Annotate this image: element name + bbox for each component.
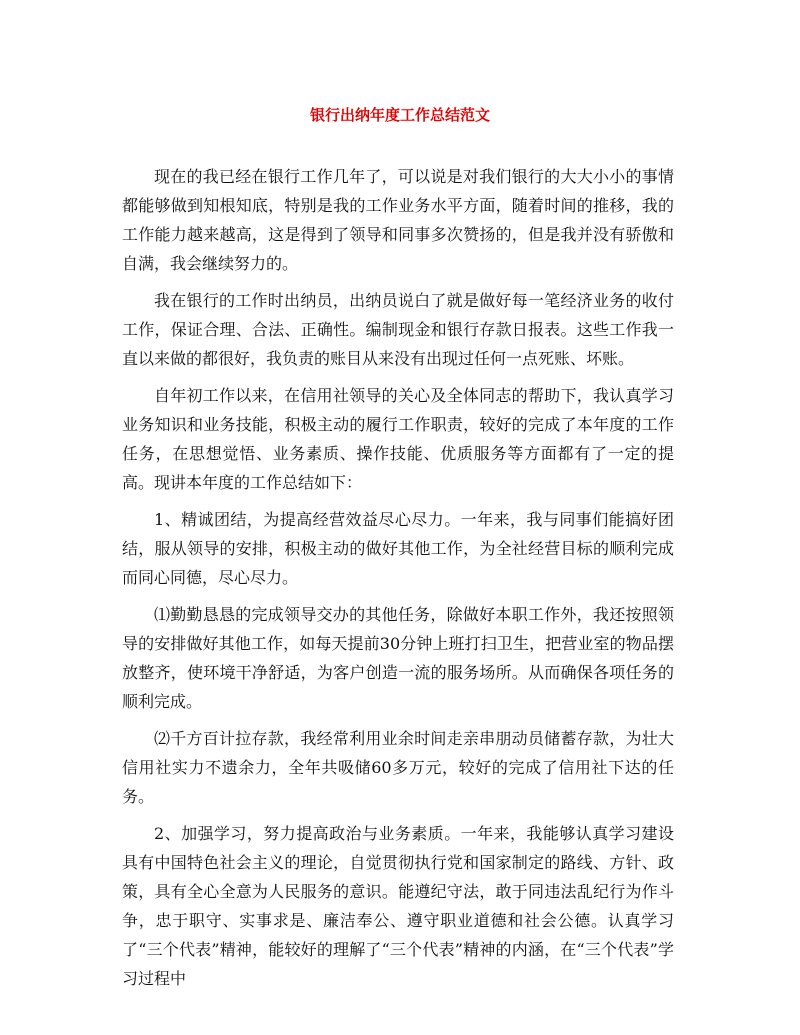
- document-body: [122, 162, 674, 1001]
- paragraph-section-1: 1、精诚团结，为提高经营效益尽心尽力。一年来，我与同事们能搞好团结，服从领导的安排，积极主动的做好其他工作，为全社经营目标的顺利完成而同心同德，尽心尽力。: [122, 510, 674, 587]
- paragraph-cashier-duties: 我在银行的工作时出纳员，出纳员说白了就是做好每一笔经济业务的收付工作，保证合理、合法、正确性。编制现金和银行存款日报表。这些工作我一直以来做的都很好，我负责的账目从来没有出现过任何一点死账、坏账。: [122, 291, 674, 368]
- paragraph-item-2: ⑵千方百计拉存款，我经常利用业余时间走亲串朋动员储蓄存款，为壮大信用社实力不遗余力，全年共吸储60多万元，较好的完成了信用社下达的任务。: [122, 729, 674, 806]
- paragraph-intro: 现在的我已经在银行工作几年了，可以说是对我们银行的大大小小的事情都能够做到知根知底，特别是我的工作业务水平方面，随着时间的推移，我的工作能力越来越高，这是得到了领导和同事多次赞扬的，但是我并没有骄傲和自满，我会继续努力的。: [122, 167, 674, 273]
- paragraph-item-1: ⑴勤勤恳恳的完成领导交办的其他任务，除做好本职工作外，我还按照领导的安排做好其他工作，如每天提前30分钟上班打扫卫生，把营业室的物品摆放整齐，使环境干净舒适，为客户创造一流的服务场所。从而确保各项任务的顺利完成。: [122, 605, 674, 711]
- paragraph-section-2: 2、加强学习，努力提高政治与业务素质。一年来，我能够认真学习建设具有中国特色社会主义的理论，自觉贯彻执行党和国家制定的路线、方针、政策，具有全心全意为人民服务的意识。能遵纪守法，敢于同违法乱纪行为作斗争，忠于职守、实事求是、廉洁奉公、遵守职业道德和社会公德。认真学习了“三个代表”精神，能较好的理解了“三个代表”精神的内涵，在“三个代表”学习过程中: [122, 824, 674, 988]
- document-title: 银行出纳年度工作总结范文: [309, 106, 490, 124]
- paragraph-year-summary: 自年初工作以来，在信用社领导的关心及全体同志的帮助下，我认真学习业务知识和业务技能，积极主动的履行工作职责，较好的完成了本年度的工作任务，在思想觉悟、业务素质、操作技能、优质服务等方面都有了一定的提高。现讲本年度的工作总结如下：: [122, 386, 674, 492]
